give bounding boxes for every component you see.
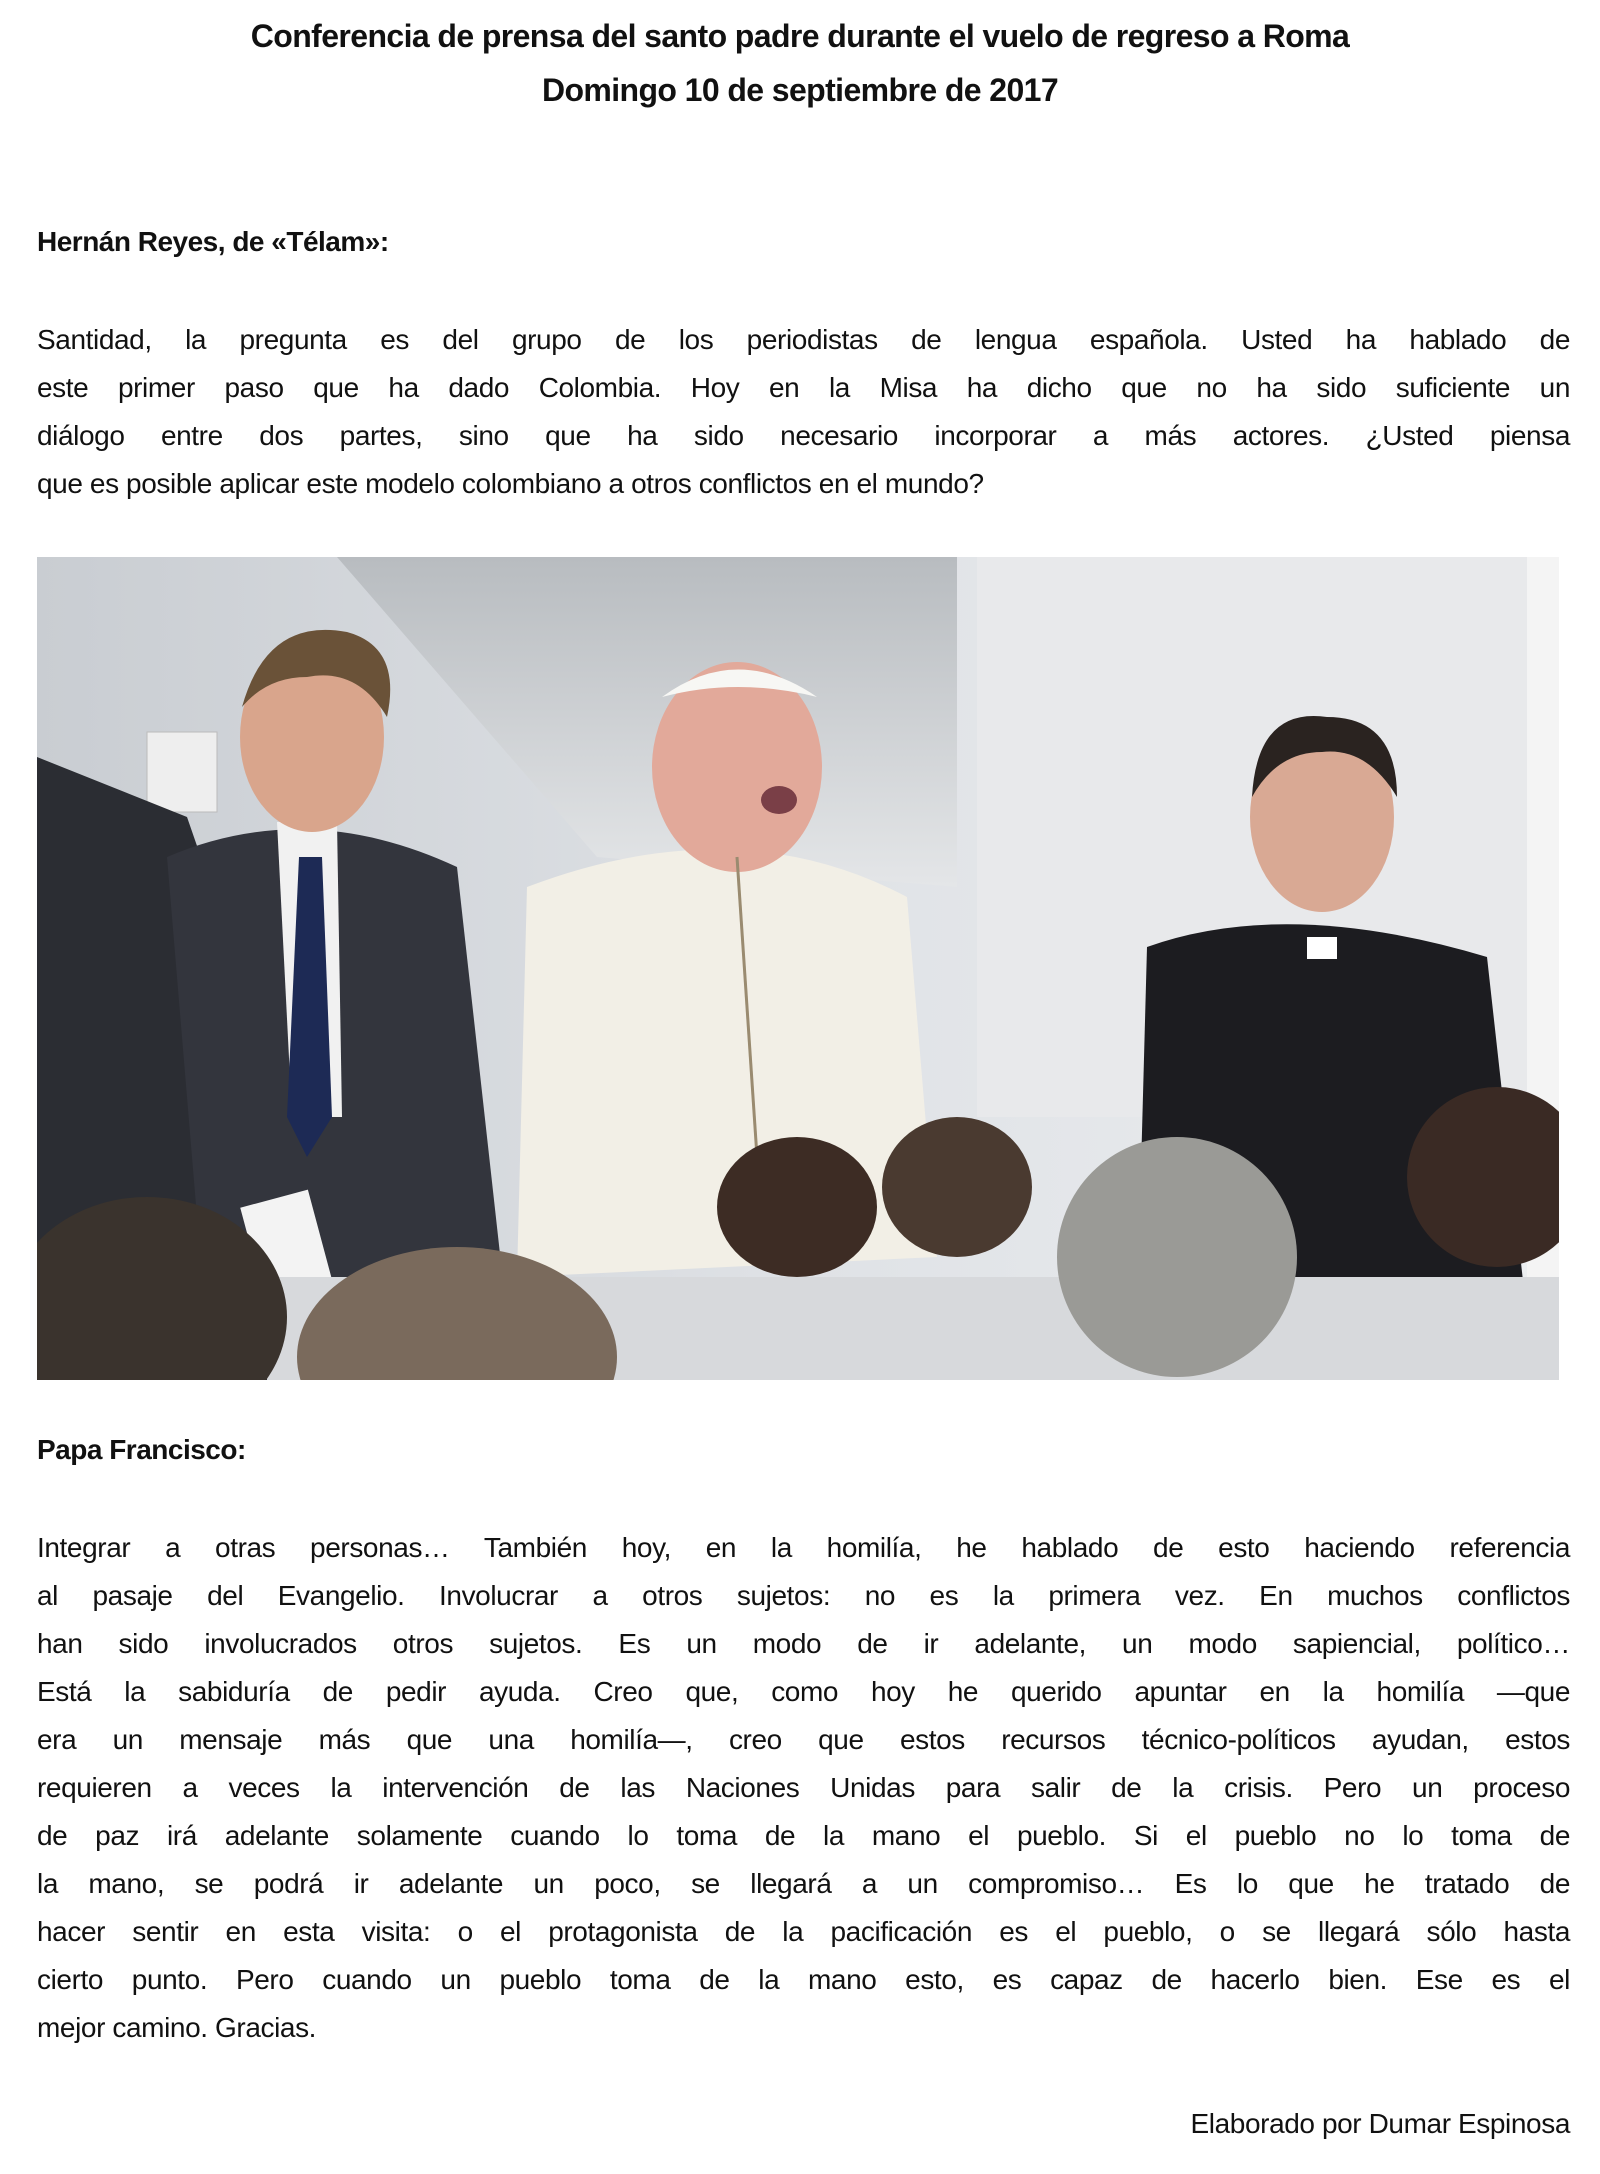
question-line: este primer paso que ha dado Colombia. Hoy en la Misa ha dicho que no ha sido suficiente un [37,372,1570,403]
answer-line: al pasaje del Evangelio. Involucrar a otros sujetos: no es la primera vez. En muchos conflictos [37,1580,1570,1611]
photo-pope-on-plane [37,557,1559,1380]
document-title: Conferencia de prensa del santo padre durante el vuelo de regreso a Roma [250,18,1350,54]
answer-line: la mano, se podrá ir adelante un poco, se llegará a un compromiso… Es lo que he tratado de [37,1868,1570,1899]
question-line: que es posible aplicar este modelo colombiano a otros conflictos en el mundo? [37,468,984,499]
answer-line: Está la sabiduría de pedir ayuda. Creo que, como hoy he querido apuntar en la homilía —que [37,1676,1570,1707]
answer-line: mejor camino. Gracias. [37,2012,317,2043]
question-line: diálogo entre dos partes, sino que ha sido necesario incorporar a más actores. ¿Usted piensa [37,420,1570,451]
question-speaker: Hernán Reyes, de «Télam»: [37,226,389,257]
question-paragraph [37,316,1570,508]
answer-line: requieren a veces la intervención de las Naciones Unidas para salir de la crisis. Pero un proceso [37,1772,1570,1803]
answer-line: cierto punto. Pero cuando un pueblo toma de la mano esto, es capaz de hacerlo bien. Ese es el [37,1964,1570,1995]
answer-line: han sido involucrados otros sujetos. Es un modo de ir adelante, un modo sapiencial, político… [37,1628,1570,1659]
answer-paragraph [37,1524,1570,2052]
answer-line: hacer sentir en esta visita: o el protagonista de la pacificación es el pueblo, o se llegará sólo hasta [37,1916,1570,1947]
answer-line: era un mensaje más que una homilía—, creo que estos recursos técnico-políticos ayudan, estos [37,1724,1570,1755]
document-date: Domingo 10 de septiembre de 2017 [541,72,1059,108]
author-signature: Elaborado por Dumar Espinosa [1190,2108,1570,2139]
answer-line: de paz irá adelante solamente cuando lo toma de la mano el pueblo. Si el pueblo no lo toma de [37,1820,1570,1851]
question-line: Santidad, la pregunta es del grupo de los periodistas de lengua española. Usted ha hablado de [37,324,1570,355]
answer-speaker: Papa Francisco: [37,1434,246,1465]
answer-line: Integrar a otras personas… También hoy, en la homilía, he hablado de esto haciendo referencia [37,1532,1570,1563]
